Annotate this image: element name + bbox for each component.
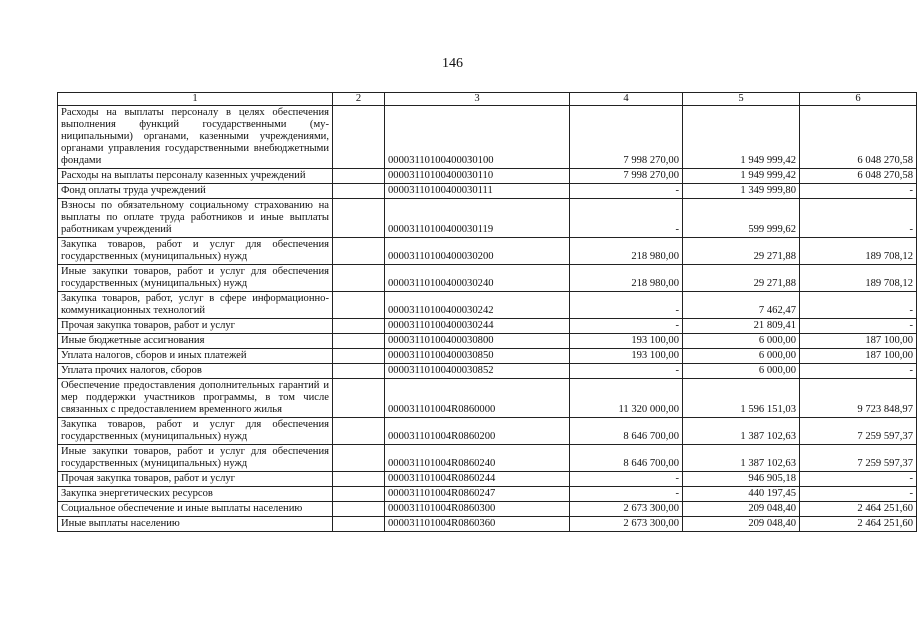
row-code-cell: 00003110100400030200	[385, 238, 570, 265]
row-executed-cell: 440 197,45	[683, 487, 800, 502]
row-name-cell: Иные выплаты населению	[58, 517, 333, 532]
row-executed-cell: 29 271,88	[683, 265, 800, 292]
row-col2-cell	[333, 292, 385, 319]
row-remaining-cell: -	[800, 364, 917, 379]
row-executed-cell: 6 000,00	[683, 349, 800, 364]
row-col2-cell	[333, 349, 385, 364]
row-col2-cell	[333, 364, 385, 379]
row-col2-cell	[333, 418, 385, 445]
row-name-cell: Иные закупки товаров, работ и услуг для обеспечения государственных (муниципальных) нужд	[58, 265, 333, 292]
row-plan-cell: -	[570, 472, 683, 487]
row-code-cell: 00003110100400030111	[385, 184, 570, 199]
row-col2-cell	[333, 472, 385, 487]
row-plan-cell: -	[570, 364, 683, 379]
row-name-cell: Уплата налогов, сборов и иных платежей	[58, 349, 333, 364]
row-remaining-cell: -	[800, 319, 917, 334]
row-col2-cell	[333, 265, 385, 292]
row-remaining-cell: 6 048 270,58	[800, 106, 917, 169]
table-row	[58, 364, 917, 379]
header-col-4: 4	[570, 93, 683, 106]
row-code-cell: 000031101004R0860247	[385, 487, 570, 502]
header-col-1: 1	[58, 93, 333, 106]
row-col2-cell	[333, 502, 385, 517]
row-plan-cell: -	[570, 199, 683, 238]
row-name-cell: Закупка товаров, работ и услуг для обеспечения государственных (муниципальных) нужд	[58, 238, 333, 265]
table-row	[58, 445, 917, 472]
row-code-cell: 000031101004R0860244	[385, 472, 570, 487]
row-name-cell: Расходы на выплаты персоналу в целях обеспечения выполнения функций государственными (муниципальными) органами, казенными учреждениями, органами управления государственными внебюджетными фондами	[58, 106, 333, 169]
row-name-cell: Прочая закупка товаров, работ и услуг	[58, 472, 333, 487]
row-code-cell: 00003110100400030240	[385, 265, 570, 292]
row-executed-cell: 7 462,47	[683, 292, 800, 319]
table-row	[58, 292, 917, 319]
row-plan-cell: 8 646 700,00	[570, 445, 683, 472]
row-plan-cell: 2 673 300,00	[570, 502, 683, 517]
row-executed-cell: 29 271,88	[683, 238, 800, 265]
row-col2-cell	[333, 445, 385, 472]
table-row	[58, 169, 917, 184]
row-code-cell: 00003110100400030119	[385, 199, 570, 238]
row-plan-cell: -	[570, 292, 683, 319]
row-plan-cell: 7 998 270,00	[570, 106, 683, 169]
row-executed-cell: 1 949 999,42	[683, 169, 800, 184]
table-row	[58, 349, 917, 364]
row-remaining-cell: 9 723 848,97	[800, 379, 917, 418]
row-name-cell: Закупка товаров, работ и услуг для обеспечения государственных (муниципальных) нужд	[58, 418, 333, 445]
row-code-cell: 00003110100400030850	[385, 349, 570, 364]
row-executed-cell: 6 000,00	[683, 334, 800, 349]
row-col2-cell	[333, 487, 385, 502]
row-plan-cell: -	[570, 184, 683, 199]
row-name-cell: Расходы на выплаты персоналу казенных учреждений	[58, 169, 333, 184]
row-name-cell: Взносы по обязательному социальному страхованию на выплаты по оплате труда работников и иные выплаты работникам учреждений	[58, 199, 333, 238]
row-code-cell: 00003110100400030110	[385, 169, 570, 184]
row-name-cell: Иные бюджетные ассигнования	[58, 334, 333, 349]
row-code-cell: 00003110100400030800	[385, 334, 570, 349]
table-row	[58, 472, 917, 487]
row-name-cell: Иные закупки товаров, работ и услуг для обеспечения государственных (муниципальных) нужд	[58, 445, 333, 472]
header-col-3: 3	[385, 93, 570, 106]
row-remaining-cell: 7 259 597,37	[800, 418, 917, 445]
row-remaining-cell: -	[800, 184, 917, 199]
page-number: 146	[442, 56, 463, 71]
header-col-5: 5	[683, 93, 800, 106]
row-executed-cell: 1 949 999,42	[683, 106, 800, 169]
row-remaining-cell: 7 259 597,37	[800, 445, 917, 472]
budget-table	[57, 92, 917, 532]
row-plan-cell: 11 320 000,00	[570, 379, 683, 418]
row-name-cell: Закупка энергетических ресурсов	[58, 487, 333, 502]
row-name-cell: Обеспечение предоставления дополнительных гарантий и мер поддержки участников программы, в том числе связанных с предоставлением временного жилья	[58, 379, 333, 418]
row-executed-cell: 6 000,00	[683, 364, 800, 379]
row-col2-cell	[333, 319, 385, 334]
row-executed-cell: 946 905,18	[683, 472, 800, 487]
row-name-cell: Фонд оплаты труда учреждений	[58, 184, 333, 199]
row-remaining-cell: 187 100,00	[800, 334, 917, 349]
row-remaining-cell: -	[800, 472, 917, 487]
row-executed-cell: 1 349 999,80	[683, 184, 800, 199]
table-row	[58, 418, 917, 445]
row-col2-cell	[333, 169, 385, 184]
row-executed-cell: 209 048,40	[683, 502, 800, 517]
row-remaining-cell: 2 464 251,60	[800, 502, 917, 517]
table-row	[58, 106, 917, 169]
row-executed-cell: 209 048,40	[683, 517, 800, 532]
row-plan-cell: 193 100,00	[570, 334, 683, 349]
row-executed-cell: 1 387 102,63	[683, 445, 800, 472]
row-col2-cell	[333, 184, 385, 199]
row-code-cell: 000031101004R0860000	[385, 379, 570, 418]
row-col2-cell	[333, 199, 385, 238]
row-code-cell: 000031101004R0860360	[385, 517, 570, 532]
row-col2-cell	[333, 238, 385, 265]
row-code-cell: 000031101004R0860240	[385, 445, 570, 472]
row-plan-cell: 218 980,00	[570, 265, 683, 292]
row-col2-cell	[333, 379, 385, 418]
table-row	[58, 238, 917, 265]
row-plan-cell: -	[570, 319, 683, 334]
row-code-cell: 000031101004R0860200	[385, 418, 570, 445]
header-row	[58, 93, 917, 106]
row-remaining-cell: 6 048 270,58	[800, 169, 917, 184]
row-plan-cell: -	[570, 487, 683, 502]
row-code-cell: 000031101004000З0100	[385, 106, 570, 169]
row-col2-cell	[333, 334, 385, 349]
row-remaining-cell: -	[800, 199, 917, 238]
table-row	[58, 502, 917, 517]
row-remaining-cell: 189 708,12	[800, 265, 917, 292]
row-remaining-cell: 187 100,00	[800, 349, 917, 364]
row-executed-cell: 1 387 102,63	[683, 418, 800, 445]
header-col-6: 6	[800, 93, 917, 106]
row-plan-cell: 193 100,00	[570, 349, 683, 364]
row-remaining-cell: -	[800, 487, 917, 502]
row-remaining-cell: 2 464 251,60	[800, 517, 917, 532]
row-name-cell: Закупка товаров, работ, услуг в сфере информационно-коммуникационных технологий	[58, 292, 333, 319]
row-col2-cell	[333, 106, 385, 169]
row-name-cell: Уплата прочих налогов, сборов	[58, 364, 333, 379]
table-row	[58, 265, 917, 292]
table-body	[58, 106, 917, 532]
row-plan-cell: 8 646 700,00	[570, 418, 683, 445]
table-row	[58, 319, 917, 334]
row-remaining-cell: 189 708,12	[800, 238, 917, 265]
row-executed-cell: 21 809,41	[683, 319, 800, 334]
table-row	[58, 184, 917, 199]
row-code-cell: 00003110100400030242	[385, 292, 570, 319]
table-row	[58, 379, 917, 418]
row-plan-cell: 218 980,00	[570, 238, 683, 265]
table-row	[58, 487, 917, 502]
row-name-cell: Прочая закупка товаров, работ и услуг	[58, 319, 333, 334]
row-plan-cell: 2 673 300,00	[570, 517, 683, 532]
row-executed-cell: 599 999,62	[683, 199, 800, 238]
table-row	[58, 334, 917, 349]
table-row	[58, 517, 917, 532]
row-name-cell: Социальное обеспечение и иные выплаты населению	[58, 502, 333, 517]
row-executed-cell: 1 596 151,03	[683, 379, 800, 418]
header-col-2: 2	[333, 93, 385, 106]
row-code-cell: 00003110100400030852	[385, 364, 570, 379]
row-plan-cell: 7 998 270,00	[570, 169, 683, 184]
row-code-cell: 00003110100400030244	[385, 319, 570, 334]
row-remaining-cell: -	[800, 292, 917, 319]
table-row	[58, 199, 917, 238]
row-code-cell: 000031101004R0860300	[385, 502, 570, 517]
row-col2-cell	[333, 517, 385, 532]
